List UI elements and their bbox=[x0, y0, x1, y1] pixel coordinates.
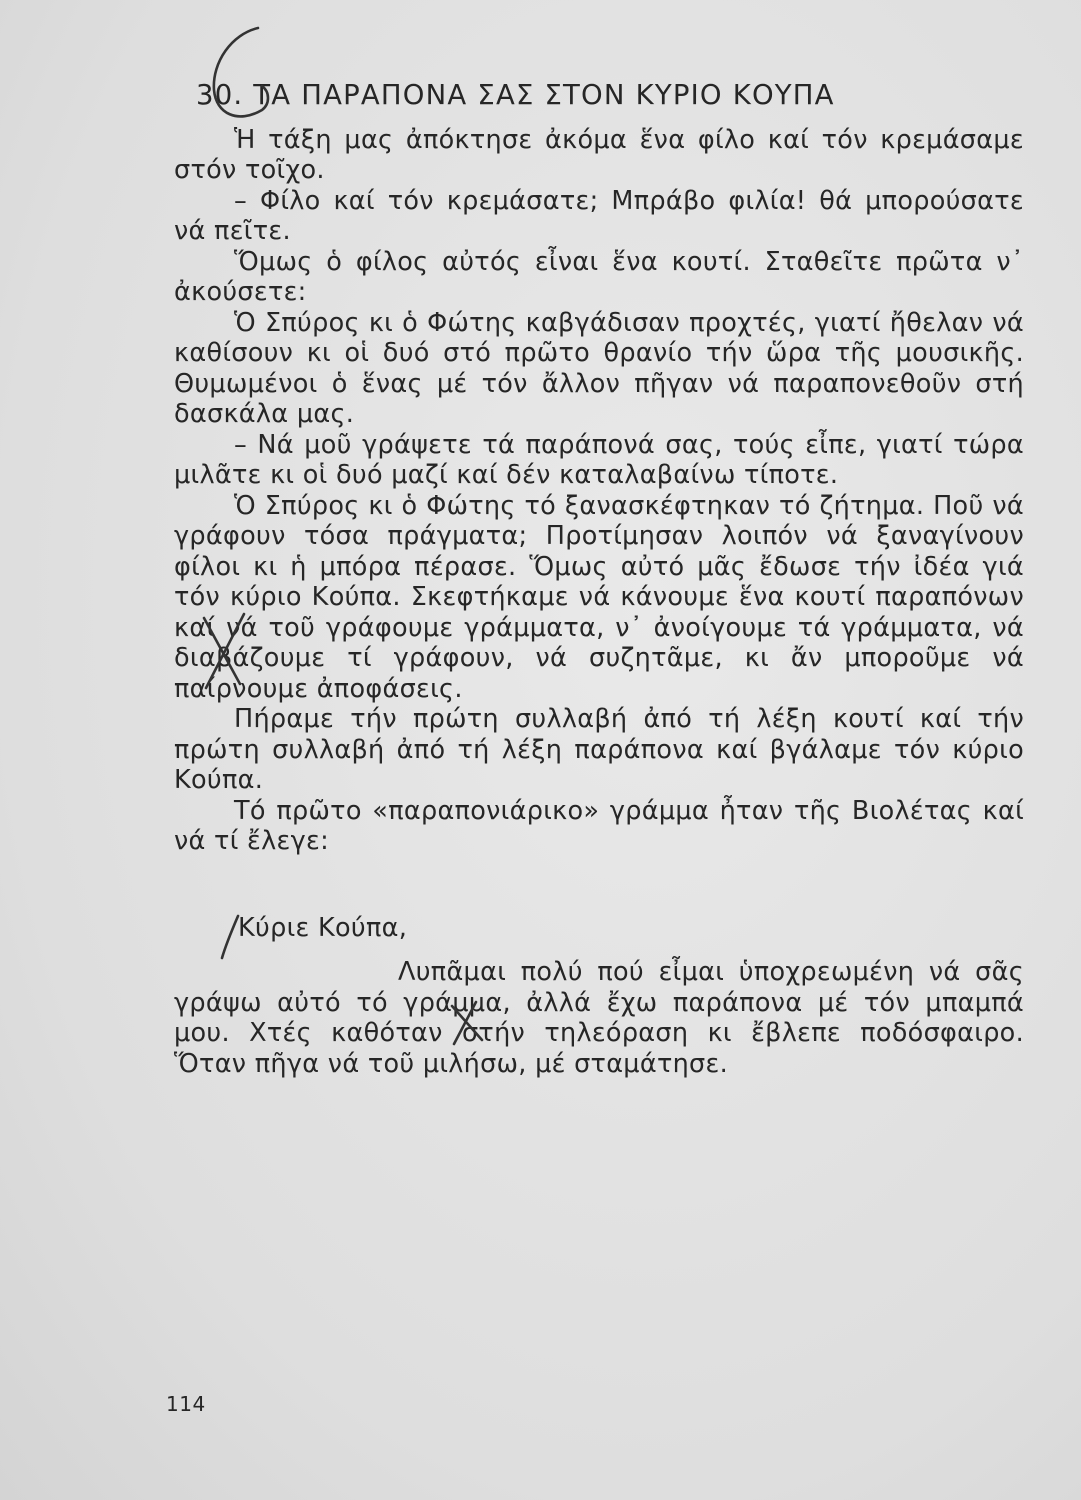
paragraph-6: Ὁ Σπύρος κι ὁ Φώτης τό ξανασκέφτηκαν τό ζήτημα. Ποῦ νά γράφουν τόσα πράγματα; Προτίμησαν λοιπόν νά ξαναγίνουν φίλοι κι ἡ μπόρα πέρασε. Ὅμως αὐτό μᾶς ἔδωσε τήν ἰδέα γιά τόν κύριο Κούπα. Σκεφτήκαμε νά κάνουμε ἕνα κουτί παραπόνων καί νά τοῦ γράφουμε γράμματα, ν᾽ ἀνοίγουμε τά γράμματα, νά διαβάζουμε τί γράφουν, νά συζητᾶμε, κι ἄν μποροῦμε νά παίρνουμε ἀποφάσεις. bbox=[174, 490, 1024, 704]
paragraph-3: Ὅμως ὁ φίλος αὐτός εἶναι ἕνα κουτί. Σταθεῖτε πρῶτα ν᾽ ἀκούσετε: bbox=[174, 246, 1024, 307]
chapter-title: 30. ΤΑ ΠΑΡΑΠΟΝΑ ΣΑΣ ΣΤΟΝ ΚΥΡΙΟ ΚΟΥΠΑ bbox=[196, 79, 835, 111]
page-text bbox=[174, 70, 1024, 1079]
paragraph-7: Πήραμε τήν πρώτη συλλαβή ἀπό τή λέξη κουτί καί τήν πρώτη συλλαβή ἀπό τή λέξη παράπονα καί βγάλαμε τόν κύριο Κούπα. bbox=[174, 704, 1024, 795]
paragraph-1: Ἡ τάξη μας ἀπόκτησε ἀκόμα ἕνα φίλο καί τόν κρεμάσαμε στόν τοῖχο. bbox=[174, 124, 1024, 185]
paragraph-2: – Φίλο καί τόν κρεμάσατε; Μπράβο φιλία! θά μπορούσατε νά πεῖτε. bbox=[174, 185, 1024, 246]
letter bbox=[174, 913, 1024, 1080]
page-number: 114 bbox=[166, 1392, 206, 1416]
paragraph-8: Τό πρῶτο «παραπονιάρικο» γράμμα ἦταν τῆς Βιολέτας καί νά τί ἔλεγε: bbox=[174, 795, 1024, 856]
letter-salutation: Κύριε Κούπα, bbox=[238, 912, 408, 943]
paragraph-4: Ὁ Σπύρος κι ὁ Φώτης καβγάδισαν προχτές, γιατί ἤθελαν νά καθίσουν κι οἱ δυό στό πρῶτο θρανίο τήν ὥρα τῆς μουσικῆς. Θυμωμένοι ὁ ἕνας μέ τόν ἄλλον πῆγαν νά παραπονεθοῦν στή δασκάλα μας. bbox=[174, 307, 1024, 429]
paragraph-5: – Νά μοῦ γράψετε τά παράπονά σας, τούς εἶπε, γιατί τώρα μιλᾶτε κι οἱ δυό μαζί καί δέν καταλαβαίνω τίποτε. bbox=[174, 429, 1024, 490]
letter-body: Λυπᾶμαι πολύ πού εἶμαι ὑποχρεωμένη νά σᾶς γράψω αὐτό τό γράμμα, ἀλλά ἔχω παράπονα μέ τόν μπαμπά μου. Χτές καθόταν στήν τηλεόραση κι ἔβλεπε ποδόσφαιρο. Ὅταν πῆγα νά τοῦ μιλήσω, μέ σταμάτησε. bbox=[174, 957, 1024, 1079]
